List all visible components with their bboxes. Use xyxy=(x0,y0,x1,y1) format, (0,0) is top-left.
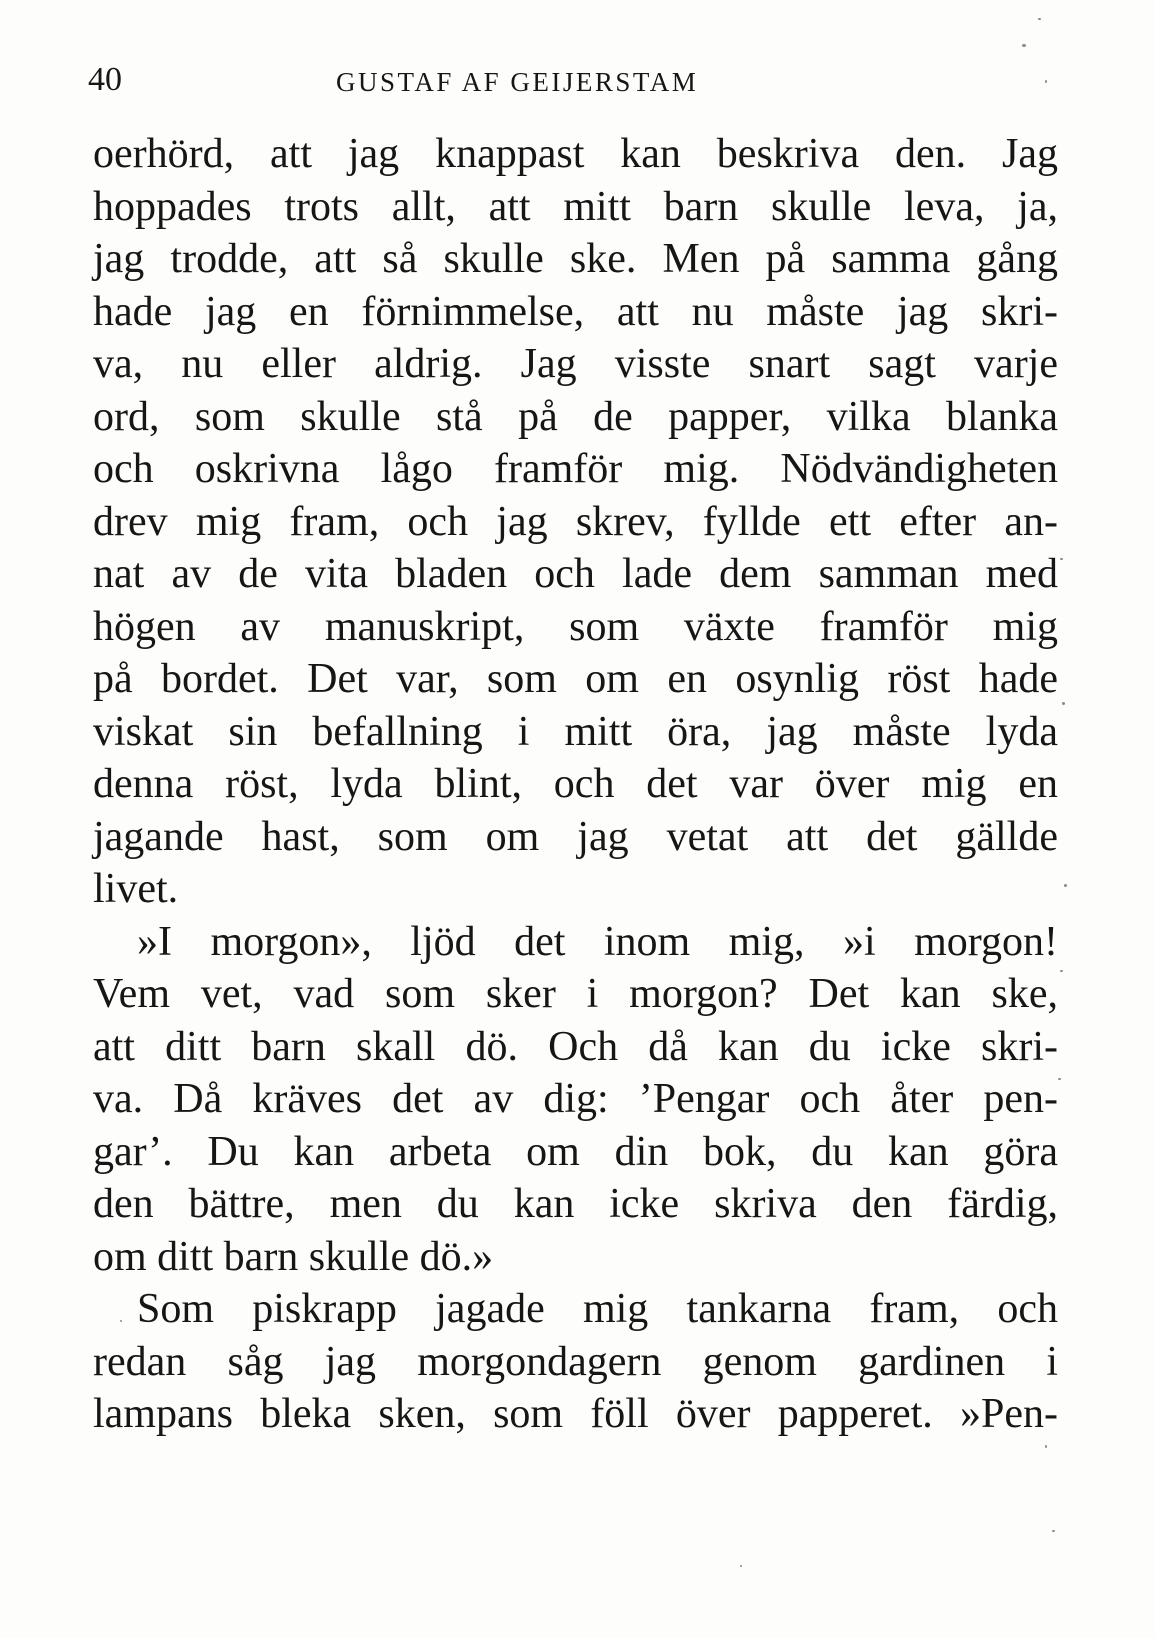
scan-speck xyxy=(1060,970,1063,972)
text-line: Som piskrapp jagade mig tankarna fram, och xyxy=(137,1286,1058,1332)
text-line: denna röst, lyda blint, och det var över mig en xyxy=(93,761,1058,807)
text-line: oerhörd, att jag knappast kan beskriva den. Jag xyxy=(93,131,1058,177)
text-line: viskat sin befallning i mitt öra, jag måste lyda xyxy=(93,708,1058,755)
text-line: »I morgon», ljöd det inom mig, »i morgon! xyxy=(137,918,1058,965)
scan-speck xyxy=(120,1320,122,1322)
text-line: drev mig fram, och jag skrev, fyllde ett efter an- xyxy=(93,498,1058,545)
text-line: jag trodde, att så skulle ske. Men på samma gång xyxy=(93,236,1058,282)
text-line: på bordet. Det var, som om en osynlig röst hade xyxy=(93,656,1058,702)
text-line: Vem vet, vad som sker i morgon? Det kan ske, xyxy=(93,971,1058,1017)
page-number: 40 xyxy=(88,61,122,98)
text-line: redan såg jag morgondagern genom gardinen i xyxy=(93,1338,1058,1385)
page-header xyxy=(88,60,1060,100)
text-line: hade jag en förnimmelse, att nu måste jag skri- xyxy=(93,288,1058,335)
text-line: gar’. Du kan arbeta om din bok, du kan göra xyxy=(93,1128,1058,1175)
text-line: ord, som skulle stå på de papper, vilka blanka xyxy=(93,393,1058,440)
text-line: högen av manuskript, som växte framför mig xyxy=(93,603,1058,650)
text-line: den bättre, men du kan icke skriva den färdig, xyxy=(93,1181,1058,1227)
body-text xyxy=(93,128,1058,1441)
text-line: va. Då kräves det av dig: ’Pengar och åter pen- xyxy=(93,1076,1058,1122)
text-line: att ditt barn skall dö. Och då kan du icke skri- xyxy=(93,1023,1058,1070)
scan-speck xyxy=(1038,18,1041,20)
text-line: va, nu eller aldrig. Jag visste snart sagt varje xyxy=(93,341,1058,387)
text-line: lampans bleka sken, som föll över papperet. »Pen- xyxy=(93,1391,1058,1437)
text-line: och oskrivna lågo framför mig. Nödvändigheten xyxy=(93,446,1058,492)
text-line: nat av de vita bladen och lade dem samman med xyxy=(93,551,1058,597)
text-line: livet. xyxy=(93,866,179,912)
text-line: jagande hast, som om jag vetat att det gällde xyxy=(93,813,1058,860)
scan-speck xyxy=(1022,44,1026,47)
running-title: GUSTAF AF GEIJERSTAM xyxy=(336,67,699,97)
scan-speck xyxy=(740,1565,742,1567)
scan-speck xyxy=(1060,558,1063,560)
text-line: hoppades trots allt, att mitt barn skulle leva, ja, xyxy=(93,183,1058,230)
scan-speck xyxy=(1052,1530,1055,1532)
scan-speck xyxy=(1058,1078,1061,1080)
scan-speck xyxy=(1062,702,1065,705)
scan-speck xyxy=(1045,80,1047,83)
text-line: om ditt barn skulle dö.» xyxy=(93,1233,494,1280)
scan-speck xyxy=(1045,1445,1047,1448)
scan-speck xyxy=(1064,884,1067,887)
